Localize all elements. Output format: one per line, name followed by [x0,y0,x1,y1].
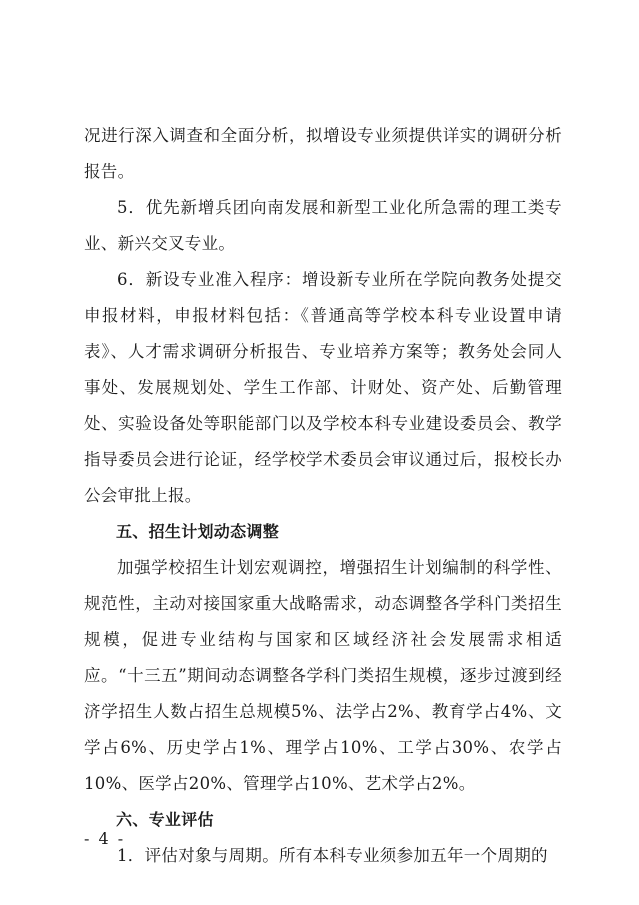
paragraph-continuation: 况进行深入调查和全面分析，拟增设专业须提供详实的调研分析报告。 [84,126,562,181]
section-heading-5: 五、招生计划动态调整 [116,522,280,541]
page-number: - 4 - [84,829,126,848]
paragraph-evaluation-1: 1．评估对象与周期。所有本科专业须参加五年一个周期的 [117,846,548,865]
paragraph-item-5: 5．优先新增兵团向南发展和新型工业化所急需的理工类专业、新兴交叉专业。 [84,198,562,253]
document-body [84,118,562,874]
paragraph-item-6: 6．新设专业准入程序：增设新专业所在学院向教务处提交申报材料，申报材料包括：《普通高等学校本科专业设置申请表》、人才需求调研分析报告、专业培养方案等；教务处会同人事处、发展规划处、学生工作部、计财处、资产处、后勤管理处、实验设备处等职能部门以及学校本科专业建设委员会、教学指导委员会进行论证，经学校学术委员会审议通过后，报校长办公会审批上报。 [84,270,562,505]
section-heading-6: 六、专业评估 [116,810,214,829]
paragraph-enrollment-plan: 加强学校招生计划宏观调控，增强招生计划编制的科学性、规范性，主动对接国家重大战略需求，动态调整各学科门类招生规模，促进专业结构与国家和区域经济社会发展需求相适应。“十三五”期间动态调整各学科门类招生规模，逐步过渡到经济学招生人数占招生总规模5%、法学占2%、教育学占4%、文学占6%、历史学占1%、理学占10%、工学占30%、农学占10%、医学占20%、管理学占10%、艺术学占2%。 [84,558,562,793]
